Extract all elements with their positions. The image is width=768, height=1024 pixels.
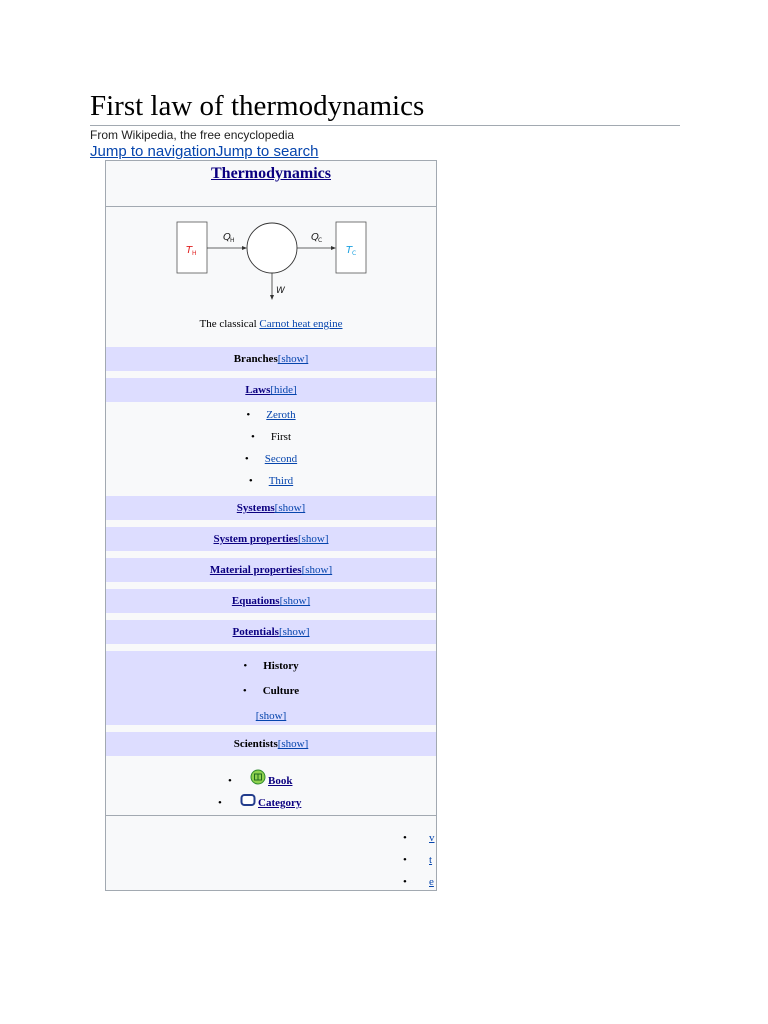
heat-out-sub: C (318, 237, 323, 244)
systems-show-toggle[interactable]: [show] (274, 502, 306, 514)
thermodynamics-infobox (105, 160, 437, 891)
diagram-caption (106, 318, 436, 330)
thermodynamics-link[interactable]: Thermodynamics (211, 165, 331, 182)
law-third-item (106, 475, 436, 487)
heat-out-label: Q (311, 232, 319, 243)
hot-temp-label: T (186, 245, 193, 256)
history-label: History (263, 660, 299, 672)
carnot-heat-engine-link[interactable]: Carnot heat engine (259, 318, 343, 330)
bullet: • (218, 797, 222, 809)
law-zeroth-item (106, 409, 436, 421)
history-culture-show-toggle[interactable]: [show] (255, 710, 287, 722)
vte-edit-link[interactable]: e (429, 876, 434, 888)
material-properties-section-header (106, 558, 436, 582)
equations-show-toggle[interactable]: [show] (279, 595, 311, 607)
laws-link[interactable]: Laws (245, 384, 271, 396)
system-properties-section-header (106, 527, 436, 551)
laws-section-header (106, 378, 436, 402)
scientists-label: Scientists (233, 738, 278, 750)
law-second-item (106, 453, 436, 465)
page-title: First law of thermodynamics (90, 90, 425, 122)
potentials-link[interactable]: Potentials (232, 626, 279, 638)
vte-talk-link[interactable]: t (429, 854, 433, 866)
navbox-divider (106, 815, 436, 816)
bullet: • (403, 876, 407, 888)
jump-to-search-link[interactable]: Jump to search (215, 143, 319, 160)
infobox-divider (106, 206, 436, 207)
bullet: • (403, 854, 407, 866)
second-law-link[interactable]: Second (264, 453, 298, 465)
branches-show-toggle[interactable]: [show] (277, 353, 309, 365)
third-law-link[interactable]: Third (268, 475, 294, 487)
scientists-show-toggle[interactable]: [show] (277, 738, 309, 750)
book-link[interactable]: Book (268, 775, 293, 787)
engine-circle (247, 223, 297, 273)
zeroth-law-link[interactable]: Zeroth (266, 409, 296, 421)
potentials-section-header (106, 620, 436, 644)
laws-hide-toggle[interactable]: [hide] (270, 384, 297, 396)
carnot-engine-diagram[interactable] (170, 215, 370, 311)
systems-section-header (106, 496, 436, 520)
title-divider (90, 125, 680, 126)
site-tagline: From Wikipedia, the free encyclopedia (90, 128, 295, 142)
bullet: • (243, 660, 248, 672)
systems-link[interactable]: Systems (236, 502, 275, 514)
system-properties-show-toggle[interactable]: [show] (297, 533, 329, 545)
potentials-show-toggle[interactable]: [show] (278, 626, 310, 638)
bullet: • (248, 475, 253, 487)
equations-link[interactable]: Equations (231, 595, 280, 607)
scientists-section-header (106, 732, 436, 756)
work-label: W (276, 286, 285, 296)
bullet: • (228, 775, 232, 787)
material-properties-link[interactable]: Material properties (209, 564, 302, 576)
work-arrowhead (270, 295, 274, 300)
cold-temp-sub: C (352, 250, 357, 257)
bullet: • (403, 832, 407, 844)
bullet: • (246, 409, 251, 421)
system-properties-link[interactable]: System properties (213, 533, 298, 545)
branches-label: Branches (233, 353, 278, 365)
bullet: • (242, 685, 247, 697)
history-culture-toggle-row (106, 710, 436, 722)
material-properties-show-toggle[interactable]: [show] (301, 564, 333, 576)
law-first-item (106, 431, 436, 443)
heat-in-arrowhead (242, 246, 247, 250)
book-icon (250, 769, 266, 785)
jump-links (90, 143, 318, 160)
bullet: • (250, 431, 255, 443)
category-link[interactable]: Category (258, 797, 302, 809)
cold-temp-label: T (346, 245, 353, 256)
bullet: • (244, 453, 249, 465)
heat-in-label: Q (223, 232, 231, 243)
branches-section-header (106, 347, 436, 371)
culture-label: Culture (262, 685, 300, 697)
heat-in-sub: H (230, 237, 235, 244)
culture-item (106, 685, 436, 697)
history-item (106, 660, 436, 672)
equations-section-header (106, 589, 436, 613)
infobox-title (106, 165, 436, 183)
vte-view-link[interactable]: v (429, 832, 435, 844)
category-icon (240, 793, 256, 807)
jump-to-navigation-link[interactable]: Jump to navigation (90, 143, 216, 160)
heat-out-arrowhead (331, 246, 336, 250)
hot-temp-sub: H (192, 250, 197, 257)
caption-text: The classical (199, 318, 257, 330)
first-law-label: First (270, 431, 292, 443)
